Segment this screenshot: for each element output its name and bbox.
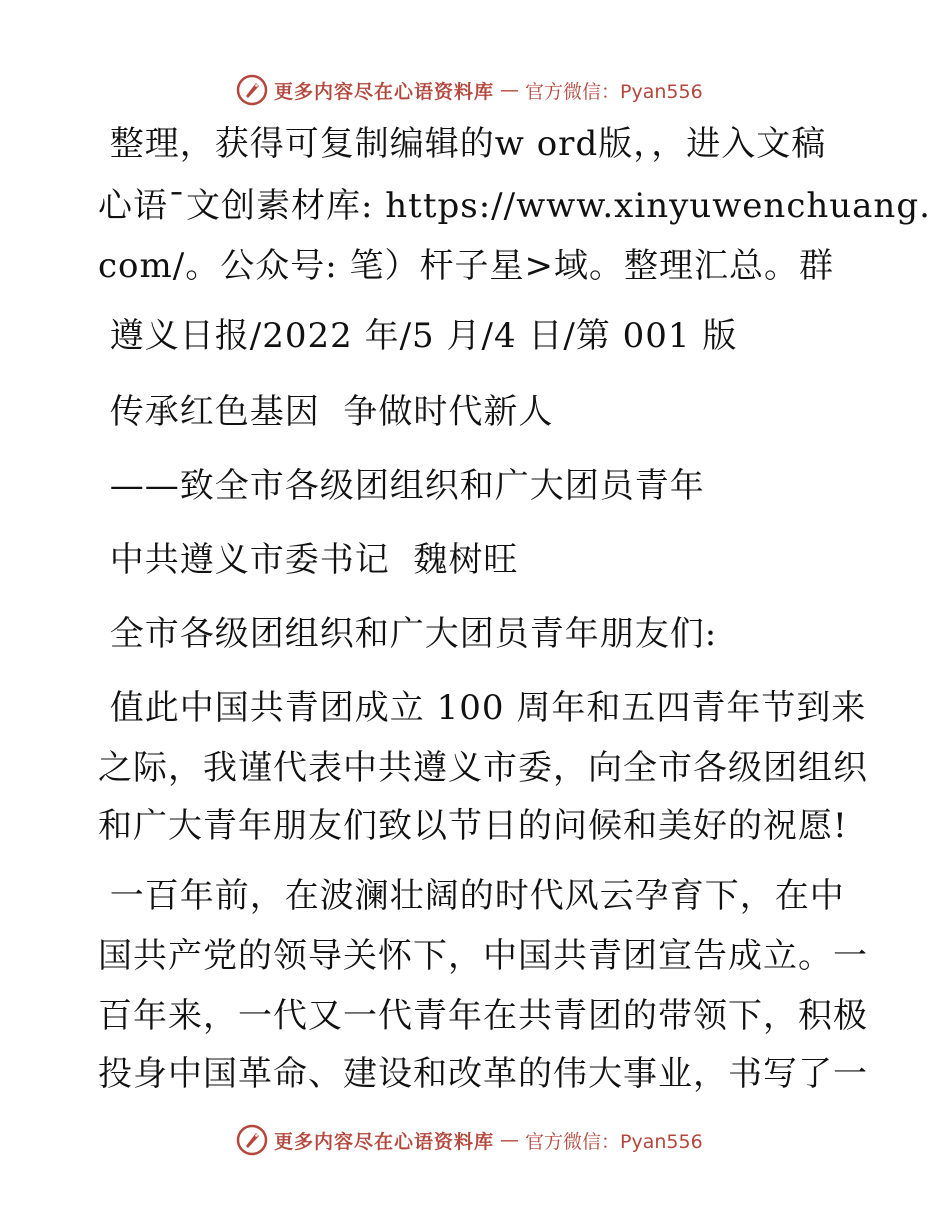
paragraph-line: 国共产党的领导关怀下，中国共青团宣告成立。一 bbox=[98, 936, 868, 976]
paragraph-line: 一百年前，在波澜壮阔的时代风云孕育下，在中 bbox=[98, 876, 845, 916]
watermark-brand: 更多内容尽在心语资料库 bbox=[274, 1130, 495, 1153]
pen-nib-circle-icon bbox=[236, 1124, 268, 1156]
article-title: 传承红色基因 争做时代新人 bbox=[98, 392, 554, 432]
text-line: 整理，获得可复制编辑的w ord版，，进入文稿 bbox=[98, 124, 827, 164]
header-watermark bbox=[236, 72, 703, 108]
watermark-wechat: 官方微信：Pyan556 bbox=[525, 80, 703, 103]
paragraph-line: 之际，我谨代表中共遵义市委，向全市各级团组织 bbox=[98, 748, 868, 788]
paragraph-line: 百年来，一代又一代青年在共青团的带领下，积极 bbox=[98, 996, 868, 1036]
paragraph-line: 投身中国革命、建设和改革的伟大事业，书写了一 bbox=[98, 1054, 868, 1094]
watermark-separator: — bbox=[500, 1129, 520, 1151]
pen-nib-circle-icon bbox=[236, 74, 268, 106]
text-line: 心语¯文创素材库: https://www.xinyuwenchuang. bbox=[98, 186, 931, 226]
watermark-wechat: 官方微信：Pyan556 bbox=[525, 1130, 703, 1153]
footer-watermark bbox=[236, 1122, 703, 1158]
article-author: 中共遵义市委书记 魏树旺 bbox=[98, 540, 519, 580]
paragraph-line: 和广大青年朋友们致以节日的问候和美好的祝愿! bbox=[98, 806, 848, 846]
text-line: com/。公众号: 笔）杆子星>域。整理汇总。群 bbox=[98, 246, 834, 286]
article-subtitle: ——致全市各级团组织和广大团员青年 bbox=[98, 466, 705, 506]
dateline: 遵义日报/2022 年/5 月/4 日/第 001 版 bbox=[98, 316, 738, 356]
watermark-separator: — bbox=[500, 79, 520, 101]
paragraph-line: 值此中国共青团成立 100 周年和五四青年节到来 bbox=[98, 688, 867, 728]
watermark-brand: 更多内容尽在心语资料库 bbox=[274, 80, 495, 103]
salutation: 全市各级团组织和广大团员青年朋友们: bbox=[98, 614, 718, 654]
